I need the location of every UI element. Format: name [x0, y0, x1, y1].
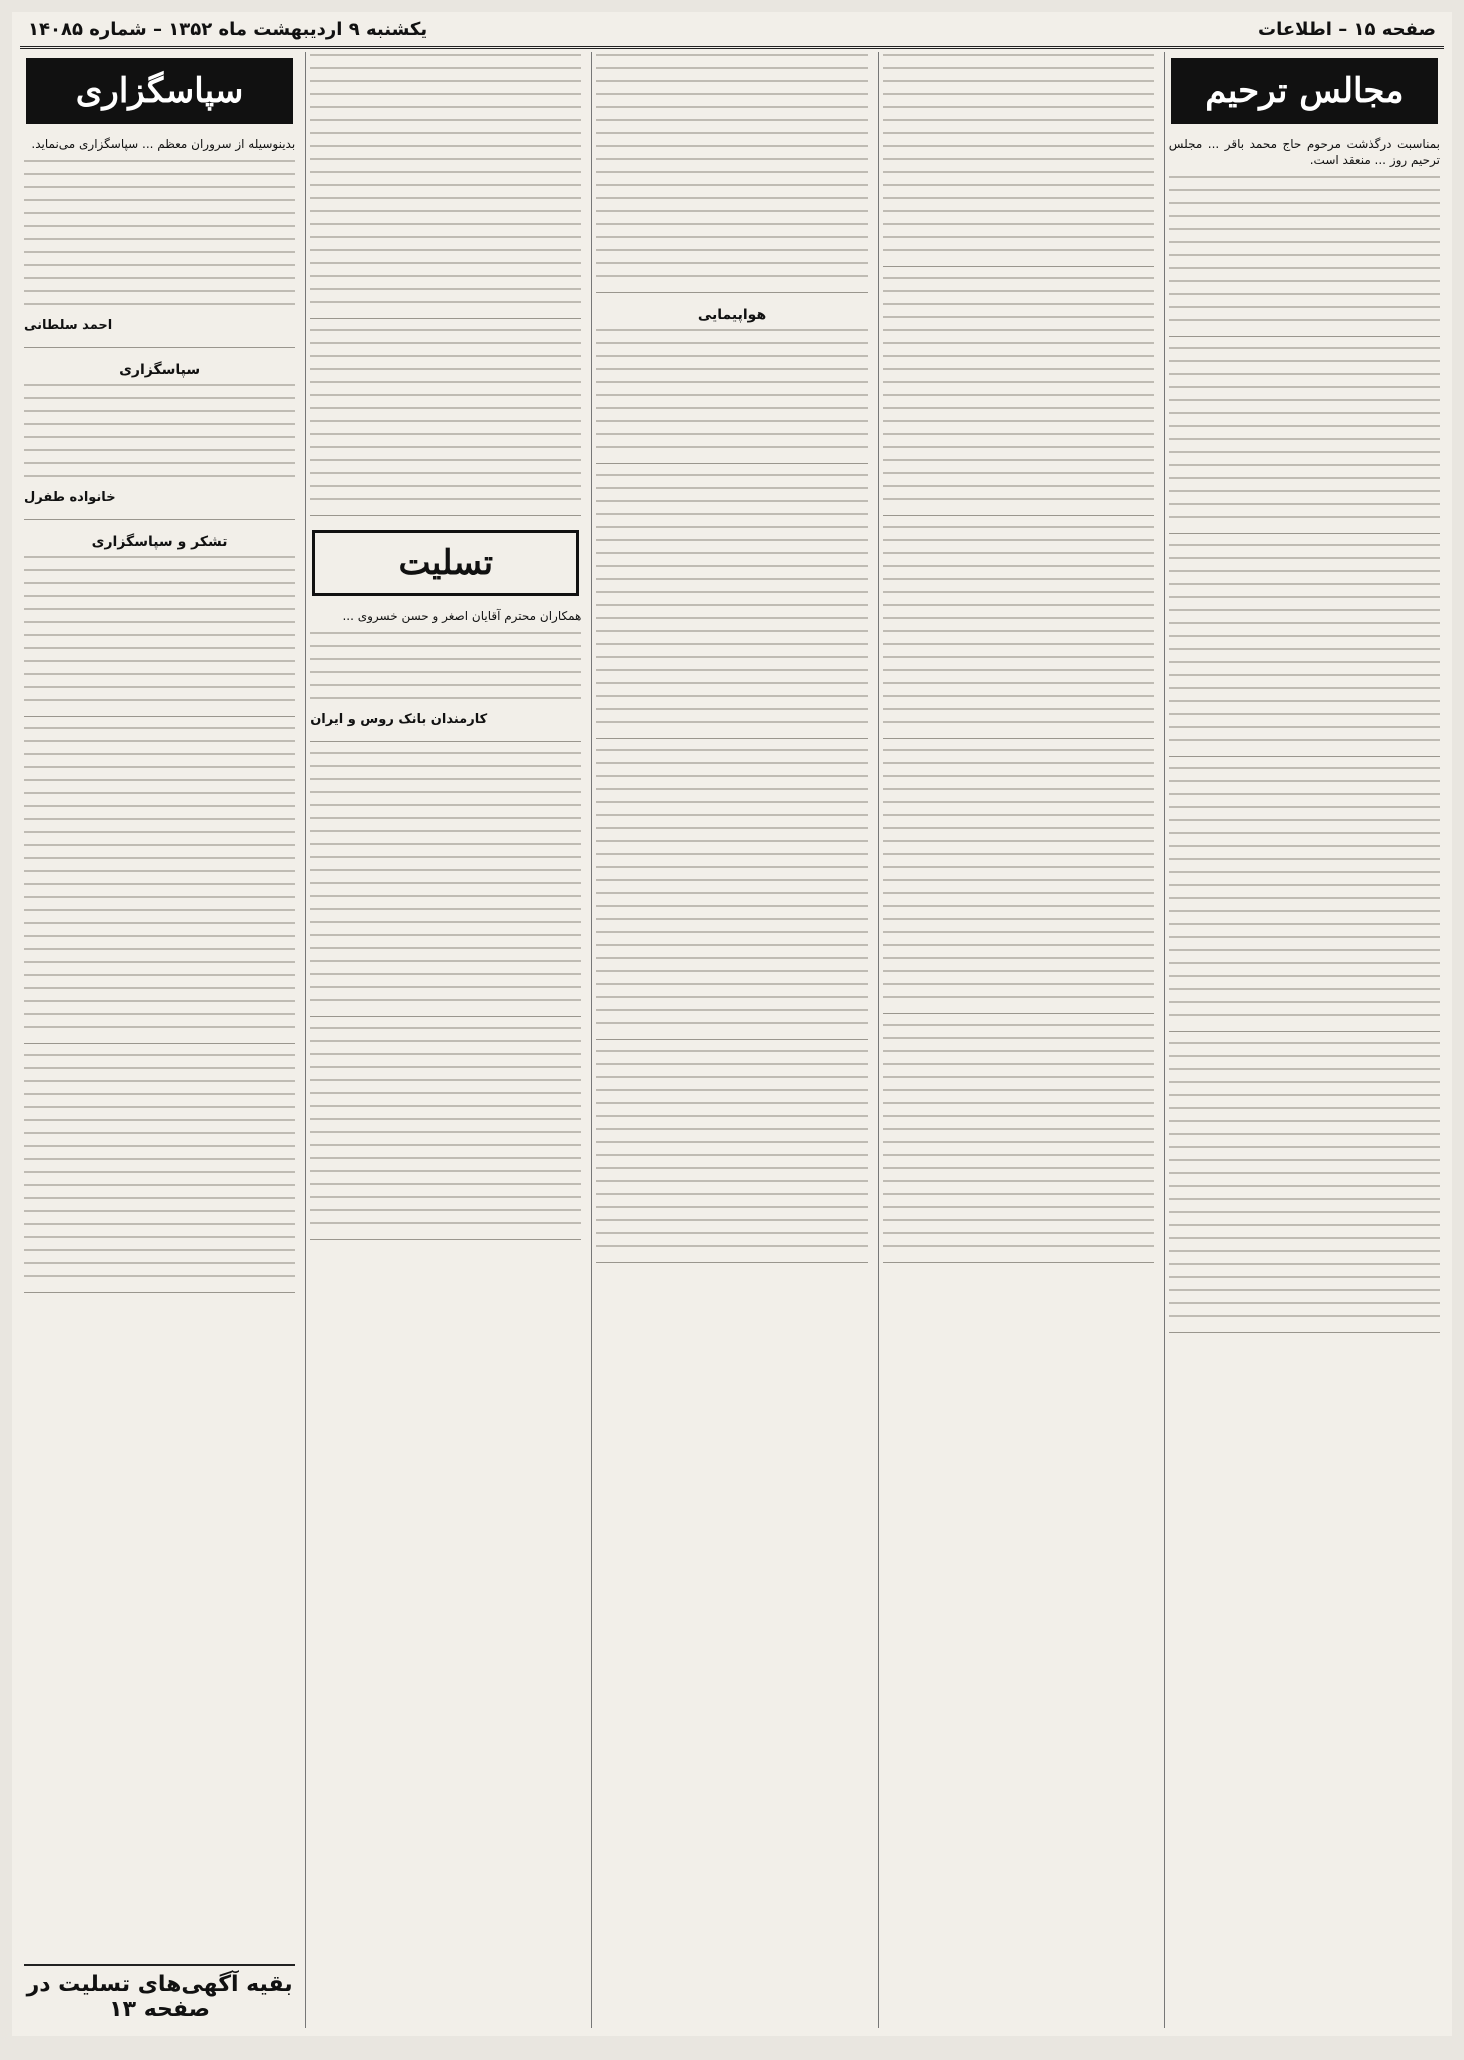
notice-block	[1169, 765, 1440, 1032]
notice-block	[596, 747, 867, 1040]
signature: کارمندان بانک روس و ایران	[310, 712, 488, 727]
signature: احمد سلطانی	[23, 318, 113, 333]
notice-block	[24, 134, 295, 348]
notice-block	[883, 52, 1154, 267]
notice-block	[883, 524, 1154, 739]
notice-block	[883, 747, 1154, 1014]
notice-block	[24, 725, 295, 1044]
notice-block	[24, 356, 295, 520]
notice-block	[310, 52, 581, 319]
column-1	[1164, 52, 1444, 2028]
section-taslit: تسلیت	[312, 530, 579, 596]
columns	[20, 52, 1444, 2028]
notice-block	[1169, 345, 1440, 534]
footer-banner: بقیه آگهی‌های تسلیت در صفحه ۱۳	[24, 1964, 295, 2028]
notice-text: بدینوسیله از سروران معظم ... سپاسگزاری می‌نماید.	[31, 137, 296, 151]
notice-block	[1169, 542, 1440, 757]
signature: خانواده طفرل	[23, 490, 116, 505]
notice-block	[1169, 1040, 1440, 1333]
notice-heading: سپاسگزاری	[119, 362, 201, 378]
notice-block	[24, 1052, 295, 1293]
notice-block	[24, 528, 295, 717]
notice-block	[596, 52, 867, 293]
text-lines	[1169, 174, 1440, 330]
notice-block	[1169, 134, 1440, 337]
notice-block	[883, 275, 1154, 516]
masthead	[20, 12, 1444, 49]
notice-heading: هواپیمایی	[697, 307, 767, 323]
section-majles-tarhim: مجالس ترحیم	[1171, 58, 1438, 124]
column-3	[591, 52, 871, 2028]
newspaper-page	[12, 12, 1452, 2036]
notice-text: همکاران محترم آقایان اصغر و حسن خسروی ...	[342, 609, 582, 623]
notice-heading: تشکر و سپاسگزاری	[91, 534, 228, 550]
notice-block	[596, 301, 867, 464]
section-sepasgozari: سپاسگزاری	[26, 58, 293, 124]
column-4	[305, 52, 585, 2028]
notice-block	[310, 327, 581, 516]
notice-block	[310, 750, 581, 1017]
column-2	[878, 52, 1158, 2028]
notice-block	[596, 1048, 867, 1263]
issue-date: یکشنبه ۹ اردیبهشت ماه ۱۳۵۲ – شماره ۱۴۰۸۵	[28, 18, 428, 40]
notice-block	[883, 1022, 1154, 1263]
page-title: صفحه ۱۵ – اطلاعات	[1258, 18, 1436, 40]
notice-block	[596, 472, 867, 739]
notice-text: بمناسبت درگذشت مرحوم حاج محمد باقر ... مجلس ترحیم روز ... منعقد است.	[1168, 137, 1440, 167]
column-5	[20, 52, 299, 2028]
notice-block	[310, 1025, 581, 1240]
notice-block	[310, 606, 581, 742]
